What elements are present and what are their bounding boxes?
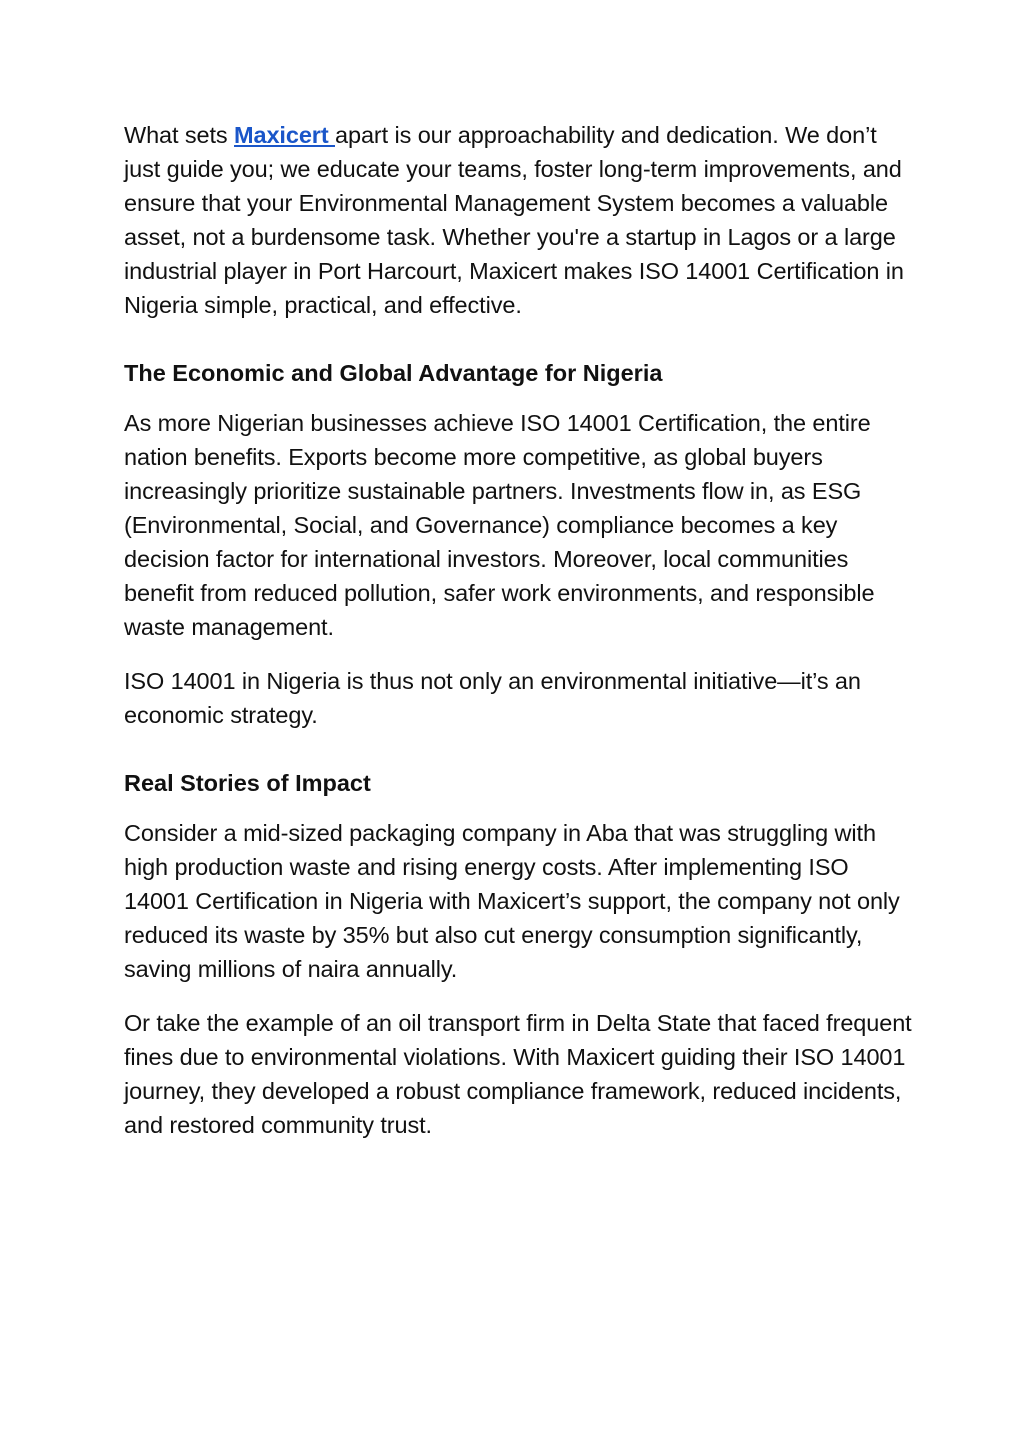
- intro-text-after-link: apart is our approachability and dedication. We don’t just guide you; we educate your teams, foster long-term improvements, and ensure that your Environmental Management System becomes a valuable asset, not a burdensome task. Whether you're a startup in Lagos or a large industrial player in Port Harcourt, Maxicert makes ISO 14001 Certification in Nigeria simple, practical, and effective.: [124, 122, 904, 318]
- section-paragraph: Consider a mid-sized packaging company in Aba that was struggling with high production waste and rising energy costs. After implementing ISO 14001 Certification in Nigeria with Maxicert’s support, the company not only reduced its waste by 35% but also cut energy consumption significantly, saving millions of naira annually.: [124, 820, 900, 982]
- section-paragraph: As more Nigerian businesses achieve ISO 14001 Certification, the entire nation benefits. Exports become more competitive, as global buyers increasingly prioritize sustainable partners. Investments flow in, as ESG (Environmental, Social, and Governance) compliance becomes a key decision factor for international investors. Moreover, local communities benefit from reduced pollution, safer work environments, and responsible waste management.: [124, 410, 875, 640]
- section-paragraph: Or take the example of an oil transport firm in Delta State that faced frequent fines due to environmental violations. With Maxicert guiding their ISO 14001 journey, they developed a robust compliance framework, reduced incidents, and restored community trust.: [124, 1010, 912, 1138]
- intro-paragraph: [124, 118, 914, 322]
- section-real-stories: [124, 766, 914, 1142]
- intro-text-before-link: What sets: [124, 122, 235, 148]
- document-page: [124, 118, 914, 1162]
- section-paragraph: ISO 14001 in Nigeria is thus not only an environmental initiative—it’s an economic strategy.: [124, 668, 861, 728]
- section-economic-advantage: [124, 356, 914, 732]
- section-heading: Real Stories of Impact: [124, 770, 371, 796]
- section-heading: The Economic and Global Advantage for Nigeria: [124, 360, 663, 386]
- maxicert-link[interactable]: Maxicert: [234, 122, 335, 148]
